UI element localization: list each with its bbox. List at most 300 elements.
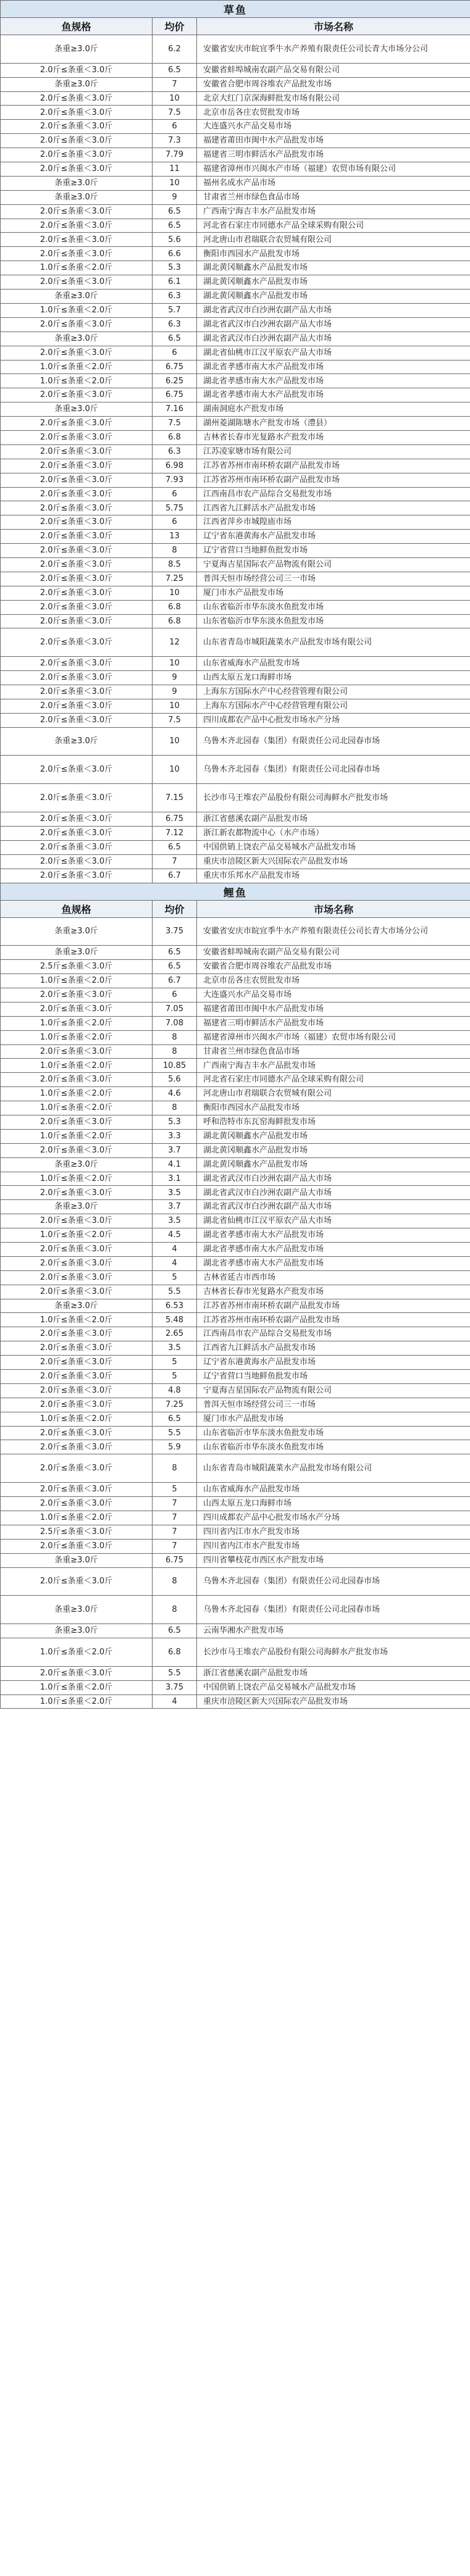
cell-market: 湖北黄冈顺鑫水产品批发市场 <box>197 290 470 304</box>
cell-spec: 1.0斤≤条重＜2.0斤 <box>1 1101 153 1115</box>
cell-price: 7.12 <box>153 826 197 840</box>
cell-market: 宁夏海吉星国际农产品物流有限公司 <box>197 557 470 572</box>
cell-price: 8 <box>153 1030 197 1044</box>
cell-price: 6.8 <box>153 430 197 444</box>
cell-market: 普洱天恒市场经营公司三一市场 <box>197 572 470 586</box>
cell-market: 四川成都农产品中心批发市场水产分场 <box>197 713 470 727</box>
cell-spec: 2.0斤≤条重＜3.0斤 <box>1 1270 153 1285</box>
cell-price: 5.5 <box>153 1426 197 1440</box>
table-row <box>1 854 470 869</box>
cell-price: 10.85 <box>153 1059 197 1073</box>
cell-price: 8 <box>153 1101 197 1115</box>
table-row <box>1 1129 470 1143</box>
cell-spec: 2.0斤≤条重＜3.0斤 <box>1 444 153 459</box>
table-row <box>1 275 470 290</box>
table-row <box>1 204 470 219</box>
table-row <box>1 671 470 685</box>
table-row <box>1 1157 470 1172</box>
cell-spec: 2.0斤≤条重＜3.0斤 <box>1 148 153 162</box>
cell-price: 4.5 <box>153 1228 197 1243</box>
cell-market: 大连盛兴水产品交易市场 <box>197 988 470 1002</box>
table-row <box>1 685 470 699</box>
cell-spec: 2.0斤≤条重＜3.0斤 <box>1 91 153 106</box>
table-row <box>1 247 470 261</box>
cell-spec: 条重≥3.0斤 <box>1 1624 153 1638</box>
table-row <box>1 840 470 854</box>
cell-spec: 2.0斤≤条重＜3.0斤 <box>1 869 153 883</box>
header-price: 均价 <box>153 18 197 35</box>
cell-spec: 2.0斤≤条重＜3.0斤 <box>1 501 153 515</box>
table-row <box>1 148 470 162</box>
cell-price: 7 <box>153 1525 197 1539</box>
cell-price: 9 <box>153 685 197 699</box>
cell-spec: 2.0斤≤条重＜3.0斤 <box>1 1666 153 1680</box>
cell-spec: 条重≥3.0斤 <box>1 1200 153 1214</box>
cell-spec: 1.0斤≤条重＜2.0斤 <box>1 1129 153 1143</box>
cell-price: 12 <box>153 628 197 657</box>
cell-market: 山东省临沂市华东淡水鱼批发市场 <box>197 600 470 614</box>
cell-spec: 1.0斤≤条重＜2.0斤 <box>1 374 153 388</box>
cell-spec: 1.0斤≤条重＜2.0斤 <box>1 1228 153 1243</box>
cell-spec: 条重≥3.0斤 <box>1 727 153 756</box>
cell-spec: 2.0斤≤条重＜3.0斤 <box>1 459 153 473</box>
cell-spec: 2.0斤≤条重＜3.0斤 <box>1 317 153 331</box>
cell-market: 山西太原五龙口海鲜市场 <box>197 1497 470 1511</box>
column-header-row <box>1 18 470 35</box>
table-row <box>1 303 470 317</box>
cell-market: 江苏省苏州市南环桥农副产品批发市场 <box>197 1299 470 1313</box>
cell-price: 8 <box>153 1454 197 1483</box>
cell-spec: 2.0斤≤条重＜3.0斤 <box>1 1440 153 1454</box>
table-row <box>1 974 470 988</box>
table-row <box>1 1256 470 1270</box>
cell-price: 5.5 <box>153 1285 197 1299</box>
table-row <box>1 1341 470 1356</box>
cell-price: 5 <box>153 1370 197 1384</box>
cell-market: 长沙市马王堆农产品股份有限公司海鲜水产批发市场 <box>197 1638 470 1667</box>
cell-market: 安徽省合肥市周谷堆农产品批发市场 <box>197 960 470 974</box>
cell-spec: 2.0斤≤条重＜3.0斤 <box>1 1454 153 1483</box>
cell-price: 4 <box>153 1243 197 1257</box>
cell-market: 厦门市水产品批发市场 <box>197 586 470 600</box>
cell-spec: 2.0斤≤条重＜3.0斤 <box>1 1256 153 1270</box>
cell-spec: 1.0斤≤条重＜2.0斤 <box>1 1030 153 1044</box>
table-row <box>1 1214 470 1228</box>
cell-price: 6.75 <box>153 812 197 827</box>
cell-spec: 2.0斤≤条重＜3.0斤 <box>1 219 153 233</box>
cell-market: 四川省内江市水产批发市场 <box>197 1525 470 1539</box>
cell-price: 5 <box>153 1483 197 1497</box>
cell-spec: 1.0斤≤条重＜2.0斤 <box>1 1059 153 1073</box>
cell-market: 宁夏海吉星国际农产品物流有限公司 <box>197 1383 470 1398</box>
table-row <box>1 1270 470 1285</box>
cell-market: 江西南昌市农产品综合交易批发市场 <box>197 487 470 501</box>
table-row <box>1 417 470 431</box>
header-market: 市场名称 <box>197 900 470 917</box>
table-row <box>1 1440 470 1454</box>
cell-price: 2.65 <box>153 1327 197 1341</box>
cell-spec: 2.0斤≤条重＜3.0斤 <box>1 1483 153 1497</box>
cell-market: 上海东方国际水产中心经营管理有限公司 <box>197 685 470 699</box>
section-title-row <box>1 883 470 900</box>
table-row <box>1 374 470 388</box>
table-row <box>1 1426 470 1440</box>
table-row <box>1 515 470 530</box>
table-row <box>1 444 470 459</box>
cell-price: 5.3 <box>153 261 197 275</box>
cell-price: 6.3 <box>153 290 197 304</box>
table-row <box>1 162 470 177</box>
table-row <box>1 106 470 120</box>
cell-spec: 2.0斤≤条重＜3.0斤 <box>1 1426 153 1440</box>
table-row <box>1 261 470 275</box>
table-row <box>1 388 470 402</box>
cell-spec: 2.0斤≤条重＜3.0斤 <box>1 854 153 869</box>
table-row <box>1 1398 470 1412</box>
cell-spec: 条重≥3.0斤 <box>1 946 153 960</box>
cell-market: 厦门市水产品批发市场 <box>197 1412 470 1426</box>
cell-price: 6.3 <box>153 444 197 459</box>
table-row <box>1 572 470 586</box>
cell-spec: 2.0斤≤条重＜3.0斤 <box>1 572 153 586</box>
table-row <box>1 1087 470 1101</box>
table-row <box>1 1553 470 1567</box>
cell-spec: 2.0斤≤条重＜3.0斤 <box>1 812 153 827</box>
cell-spec: 2.0斤≤条重＜3.0斤 <box>1 1539 153 1553</box>
cell-market: 衡阳市西园水产品批发市场 <box>197 247 470 261</box>
cell-market: 江西南昌市农产品综合交易批发市场 <box>197 1327 470 1341</box>
cell-market: 北京市岳各庄农贸批发市场 <box>197 974 470 988</box>
cell-spec: 2.0斤≤条重＜3.0斤 <box>1 685 153 699</box>
cell-market: 浙江新农都物流中心（水产市场） <box>197 826 470 840</box>
table-row <box>1 1497 470 1511</box>
cell-spec: 2.0斤≤条重＜3.0斤 <box>1 586 153 600</box>
cell-market: 辽宁省东港黄海水产品批发市场 <box>197 1356 470 1370</box>
cell-spec: 1.0斤≤条重＜2.0斤 <box>1 1412 153 1426</box>
header-price: 均价 <box>153 900 197 917</box>
table-row <box>1 1186 470 1200</box>
cell-spec: 2.0斤≤条重＜3.0斤 <box>1 473 153 487</box>
cell-price: 7 <box>153 854 197 869</box>
cell-price: 6.5 <box>153 63 197 77</box>
cell-price: 6.5 <box>153 840 197 854</box>
cell-price: 9 <box>153 671 197 685</box>
cell-spec: 条重≥3.0斤 <box>1 190 153 204</box>
cell-spec: 1.0斤≤条重＜2.0斤 <box>1 1511 153 1525</box>
cell-price: 7.93 <box>153 473 197 487</box>
cell-price: 8 <box>153 544 197 558</box>
cell-price: 3.75 <box>153 917 197 946</box>
cell-spec: 1.0斤≤条重＜2.0斤 <box>1 1016 153 1030</box>
cell-market: 山东省临沂市华东淡水鱼批发市场 <box>197 1440 470 1454</box>
cell-price: 6.5 <box>153 219 197 233</box>
table-row <box>1 346 470 360</box>
cell-spec: 2.0斤≤条重＜3.0斤 <box>1 544 153 558</box>
cell-spec: 2.0斤≤条重＜3.0斤 <box>1 247 153 261</box>
cell-price: 6.75 <box>153 1553 197 1567</box>
cell-price: 3.1 <box>153 1172 197 1186</box>
cell-spec: 1.0斤≤条重＜2.0斤 <box>1 1694 153 1709</box>
table-row <box>1 1016 470 1030</box>
cell-price: 7 <box>153 77 197 91</box>
table-row <box>1 63 470 77</box>
cell-price: 13 <box>153 530 197 544</box>
table-row <box>1 1044 470 1059</box>
cell-spec: 2.0斤≤条重＜3.0斤 <box>1 699 153 713</box>
cell-market: 湖北省孝感市南大水产品批发市场 <box>197 1256 470 1270</box>
cell-price: 6 <box>153 346 197 360</box>
cell-market: 衡阳市西园水产品批发市场 <box>197 1101 470 1115</box>
cell-price: 6.5 <box>153 1412 197 1426</box>
cell-spec: 2.0斤≤条重＜3.0斤 <box>1 1327 153 1341</box>
cell-market: 湖北省武汉市白沙洲农副产品大市场 <box>197 331 470 346</box>
cell-market: 湖北省武汉市白沙洲农副产品大市场 <box>197 317 470 331</box>
table-row <box>1 1243 470 1257</box>
cell-price: 5.6 <box>153 1073 197 1087</box>
cell-price: 10 <box>153 756 197 784</box>
cell-market: 四川省内江市水产批发市场 <box>197 1539 470 1553</box>
cell-price: 6.75 <box>153 360 197 374</box>
cell-price: 4 <box>153 1694 197 1709</box>
cell-market: 重庆市涪陵区新大兴国际农产品批发市场 <box>197 1694 470 1709</box>
cell-spec: 2.0斤≤条重＜3.0斤 <box>1 1115 153 1130</box>
cell-market: 安徽省蚌埠城南农副产品交易有限公司 <box>197 946 470 960</box>
cell-spec: 2.0斤≤条重＜3.0斤 <box>1 346 153 360</box>
cell-market: 乌鲁木齐北园春（集团）有限责任公司北园春市场 <box>197 1596 470 1624</box>
table-row <box>1 290 470 304</box>
table-row <box>1 1059 470 1073</box>
cell-price: 6.8 <box>153 1638 197 1667</box>
cell-market: 浙江省慈溪农副产品批发市场 <box>197 812 470 827</box>
table-row <box>1 402 470 417</box>
cell-market: 江西省萍乡市城隍庙市场 <box>197 515 470 530</box>
cell-spec: 2.0斤≤条重＜3.0斤 <box>1 1073 153 1087</box>
cell-spec: 2.0斤≤条重＜3.0斤 <box>1 1186 153 1200</box>
cell-market: 云南华湘水产批发市场 <box>197 1624 470 1638</box>
cell-spec: 2.0斤≤条重＜3.0斤 <box>1 614 153 628</box>
cell-market: 江西省九江鲜活水产品批发市场 <box>197 501 470 515</box>
cell-price: 8 <box>153 1044 197 1059</box>
cell-price: 10 <box>153 727 197 756</box>
cell-spec: 1.0斤≤条重＜2.0斤 <box>1 1313 153 1327</box>
cell-price: 8 <box>153 1567 197 1596</box>
cell-spec: 2.0斤≤条重＜3.0斤 <box>1 1398 153 1412</box>
table-row <box>1 487 470 501</box>
cell-price: 7.15 <box>153 784 197 812</box>
cell-price: 5.7 <box>153 303 197 317</box>
table-row <box>1 134 470 148</box>
table-row <box>1 1101 470 1115</box>
cell-market: 山西太原五龙口海鲜市场 <box>197 671 470 685</box>
cell-market: 湖北省孝感市南大水产品批发市场 <box>197 360 470 374</box>
cell-market: 乌鲁木齐北园春（集团）有限责任公司北园春市场 <box>197 1567 470 1596</box>
cell-market: 辽宁省营口当地鲜鱼批发市场 <box>197 1370 470 1384</box>
cell-spec: 2.0斤≤条重＜3.0斤 <box>1 713 153 727</box>
table-row <box>1 1285 470 1299</box>
cell-price: 10 <box>153 586 197 600</box>
table-row <box>1 459 470 473</box>
cell-market: 吉林省长春市光复路水产批发市场 <box>197 430 470 444</box>
cell-spec: 1.0斤≤条重＜2.0斤 <box>1 1172 153 1186</box>
table-row <box>1 91 470 106</box>
cell-spec: 2.0斤≤条重＜3.0斤 <box>1 1214 153 1228</box>
cell-market: 普洱天恒市场经营公司三一市场 <box>197 1398 470 1412</box>
table-row <box>1 1638 470 1667</box>
table-row <box>1 1327 470 1341</box>
cell-spec: 2.0斤≤条重＜3.0斤 <box>1 756 153 784</box>
cell-price: 3.3 <box>153 1129 197 1143</box>
cell-price: 10 <box>153 91 197 106</box>
table-row <box>1 1412 470 1426</box>
cell-market: 江苏省苏州市南环桥农副产品批发市场 <box>197 473 470 487</box>
cell-price: 4.8 <box>153 1383 197 1398</box>
table-row <box>1 657 470 671</box>
table-row <box>1 1299 470 1313</box>
cell-spec: 2.0斤≤条重＜3.0斤 <box>1 840 153 854</box>
table-row <box>1 557 470 572</box>
cell-price: 7.5 <box>153 713 197 727</box>
cell-market: 湖北省武汉市白沙洲农副产品大市场 <box>197 1200 470 1214</box>
cell-market: 山东省临沂市华东淡水鱼批发市场 <box>197 1426 470 1440</box>
cell-price: 7.25 <box>153 1398 197 1412</box>
cell-market: 福建省莆田市闽中水产品批发市场 <box>197 134 470 148</box>
table-row <box>1 917 470 946</box>
cell-market: 吉林省长春市光复路水产批发市场 <box>197 1285 470 1299</box>
cell-spec: 2.0斤≤条重＜3.0斤 <box>1 120 153 134</box>
cell-spec: 1.0斤≤条重＜2.0斤 <box>1 1087 153 1101</box>
section-title: 草鱼 <box>1 1 470 18</box>
table-row <box>1 869 470 883</box>
table-row <box>1 544 470 558</box>
cell-spec: 条重≥3.0斤 <box>1 176 153 190</box>
cell-spec: 2.0斤≤条重＜3.0斤 <box>1 388 153 402</box>
table-row <box>1 530 470 544</box>
cell-price: 5.5 <box>153 1666 197 1680</box>
table-row <box>1 360 470 374</box>
cell-market: 福州名成水产品市场 <box>197 176 470 190</box>
cell-spec: 2.0斤≤条重＜3.0斤 <box>1 1044 153 1059</box>
cell-price: 4 <box>153 1256 197 1270</box>
cell-market: 中国供销上饶农产品交易城水产品批发市场 <box>197 1680 470 1694</box>
cell-price: 6.5 <box>153 946 197 960</box>
cell-spec: 条重≥3.0斤 <box>1 402 153 417</box>
table-row <box>1 756 470 784</box>
table-row <box>1 586 470 600</box>
cell-market: 湖北黄冈顺鑫水产品批发市场 <box>197 261 470 275</box>
cell-market: 北京大红门京深海鲜批发市场有限公司 <box>197 91 470 106</box>
table-row <box>1 35 470 64</box>
cell-market: 重庆市涪陵区新大兴国际农产品批发市场 <box>197 854 470 869</box>
cell-market: 湖北省武汉市白沙洲农副产品大市场 <box>197 1186 470 1200</box>
cell-spec: 条重≥3.0斤 <box>1 1596 153 1624</box>
table-row <box>1 77 470 91</box>
cell-spec: 2.0斤≤条重＜3.0斤 <box>1 1356 153 1370</box>
table-row <box>1 988 470 1002</box>
cell-spec: 2.0斤≤条重＜3.0斤 <box>1 417 153 431</box>
table-row <box>1 946 470 960</box>
cell-market: 湖北黄冈顺鑫水产品批发市场 <box>197 1129 470 1143</box>
cell-market: 长沙市马王堆农产品股份有限公司海鲜水产批发市场 <box>197 784 470 812</box>
table-row <box>1 430 470 444</box>
cell-price: 6.8 <box>153 600 197 614</box>
table-row <box>1 1073 470 1087</box>
table-row <box>1 1002 470 1016</box>
cell-price: 5.75 <box>153 501 197 515</box>
cell-market: 江苏省苏州市南环桥农副产品批发市场 <box>197 459 470 473</box>
cell-price: 6.3 <box>153 317 197 331</box>
cell-market: 湖北省孝感市南大水产品批发市场 <box>197 1243 470 1257</box>
table-row <box>1 784 470 812</box>
cell-spec: 2.0斤≤条重＜3.0斤 <box>1 1341 153 1356</box>
cell-spec: 1.0斤≤条重＜2.0斤 <box>1 1638 153 1667</box>
cell-market: 四川省攀枝花市西区水产批发市场 <box>197 1553 470 1567</box>
table-row <box>1 501 470 515</box>
cell-spec: 2.0斤≤条重＜3.0斤 <box>1 1497 153 1511</box>
table-row <box>1 614 470 628</box>
cell-price: 5.6 <box>153 233 197 247</box>
table-row <box>1 473 470 487</box>
cell-market: 乌鲁木齐北园春（集团）有限责任公司北园春市场 <box>197 756 470 784</box>
cell-spec: 2.0斤≤条重＜3.0斤 <box>1 106 153 120</box>
cell-spec: 2.0斤≤条重＜3.0斤 <box>1 988 153 1002</box>
cell-price: 6.6 <box>153 247 197 261</box>
table-row <box>1 1483 470 1497</box>
table-row <box>1 960 470 974</box>
cell-spec: 2.0斤≤条重＜3.0斤 <box>1 557 153 572</box>
cell-price: 6.8 <box>153 614 197 628</box>
cell-price: 6.5 <box>153 204 197 219</box>
cell-market: 湖北省仙桃市江汉平原农产品大市场 <box>197 346 470 360</box>
cell-price: 6.2 <box>153 35 197 64</box>
cell-price: 11 <box>153 162 197 177</box>
cell-spec: 2.0斤≤条重＜3.0斤 <box>1 430 153 444</box>
table-row <box>1 1228 470 1243</box>
table-row <box>1 1596 470 1624</box>
cell-market: 湖北省孝感市南大水产品批发市场 <box>197 388 470 402</box>
cell-market: 中国供销上饶农产品交易城水产品批发市场 <box>197 840 470 854</box>
table-row <box>1 1624 470 1638</box>
cell-spec: 2.0斤≤条重＜3.0斤 <box>1 600 153 614</box>
cell-spec: 2.0斤≤条重＜3.0斤 <box>1 233 153 247</box>
cell-price: 5.9 <box>153 1440 197 1454</box>
cell-market: 江西省九江鲜活水产品批发市场 <box>197 1341 470 1356</box>
cell-spec: 2.0斤≤条重＜3.0斤 <box>1 1383 153 1398</box>
cell-price: 7.5 <box>153 106 197 120</box>
cell-spec: 2.0斤≤条重＜3.0斤 <box>1 1002 153 1016</box>
cell-spec: 2.0斤≤条重＜3.0斤 <box>1 1567 153 1596</box>
cell-price: 8.5 <box>153 557 197 572</box>
table-row <box>1 713 470 727</box>
table-row <box>1 176 470 190</box>
cell-spec: 2.5斤≤条重＜3.0斤 <box>1 1525 153 1539</box>
table-row <box>1 600 470 614</box>
table-row <box>1 812 470 827</box>
table-row <box>1 1694 470 1709</box>
cell-price: 3.75 <box>153 1680 197 1694</box>
cell-spec: 2.0斤≤条重＜3.0斤 <box>1 134 153 148</box>
table-row <box>1 1030 470 1044</box>
cell-market: 山东省临沂市华东淡水鱼批发市场 <box>197 614 470 628</box>
cell-price: 3.7 <box>153 1200 197 1214</box>
cell-price: 7.5 <box>153 417 197 431</box>
cell-price: 6.5 <box>153 960 197 974</box>
cell-price: 7.3 <box>153 134 197 148</box>
table-row <box>1 1525 470 1539</box>
cell-price: 6 <box>153 487 197 501</box>
cell-spec: 1.0斤≤条重＜2.0斤 <box>1 974 153 988</box>
table-row <box>1 1567 470 1596</box>
cell-spec: 2.0斤≤条重＜3.0斤 <box>1 784 153 812</box>
